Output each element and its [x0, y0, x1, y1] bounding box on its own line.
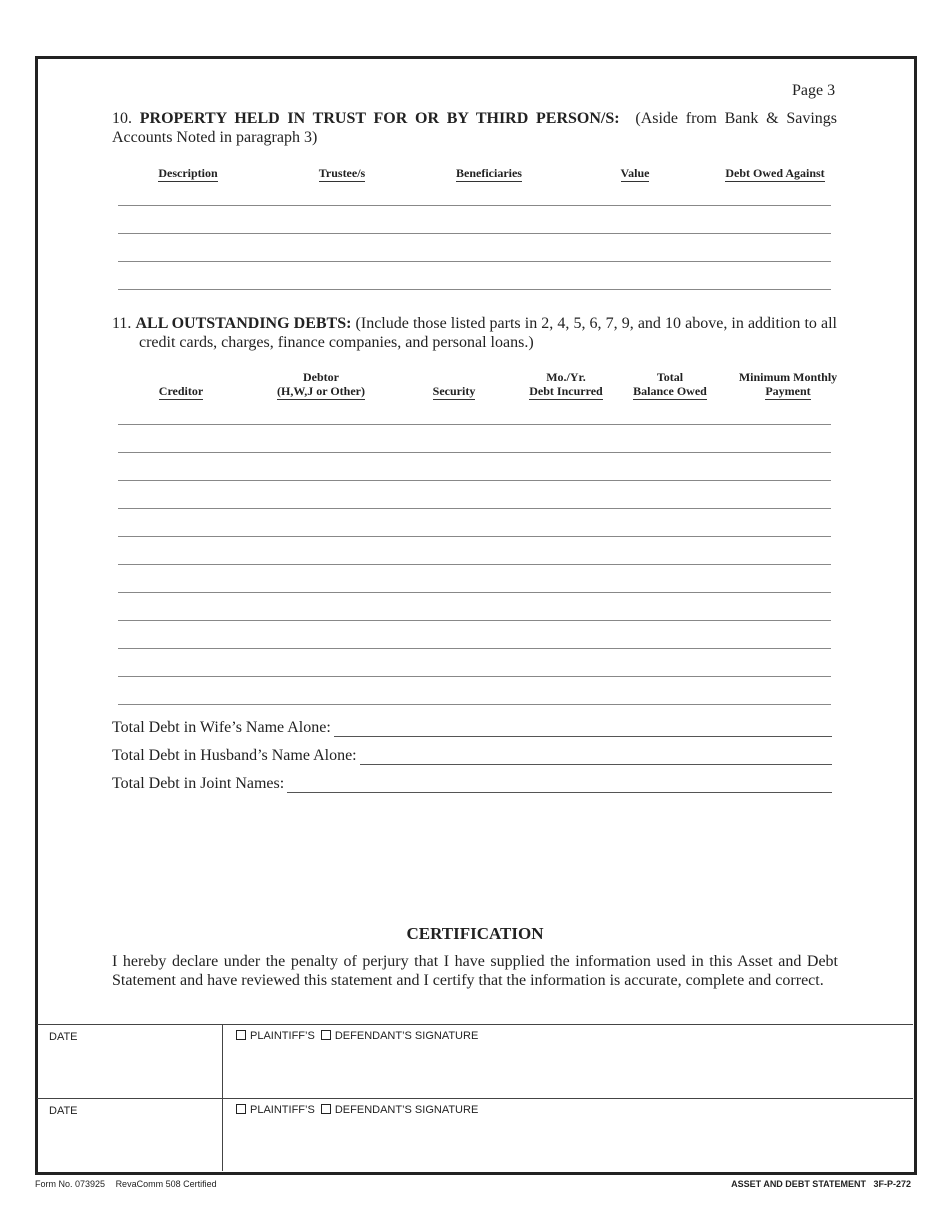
signature-field[interactable] — [223, 1099, 913, 1171]
section10-number: 10. — [112, 110, 132, 127]
defendant-checkbox[interactable] — [321, 1104, 331, 1114]
entry-line[interactable] — [118, 233, 831, 234]
entry-line[interactable] — [118, 261, 831, 262]
date-label: DATE — [49, 1031, 78, 1043]
entry-line[interactable] — [118, 620, 831, 621]
col-beneficiaries: Beneficiaries — [456, 166, 522, 180]
signature-row — [37, 1025, 913, 1099]
certification-text: I hereby declare under the penalty of perjury that I have supplied the information used in this Asset and Debt Statement and have reviewed this statement and I certify that the information is accurate, complete and correct. — [112, 953, 838, 989]
entry-line[interactable] — [118, 480, 831, 481]
entry-line[interactable] — [118, 676, 831, 677]
total-wife-field[interactable] — [334, 722, 832, 737]
section11-title: ALL OUTSTANDING DEBTS: — [135, 315, 352, 332]
page-number: Page 3 — [792, 82, 836, 99]
entry-line[interactable] — [118, 424, 831, 425]
footer-form-title: ASSET AND DEBT STATEMENT 3F-P-272 — [731, 1179, 911, 1189]
total-wife-row — [112, 719, 832, 737]
certified-label: RevaComm 508 Certified — [115, 1179, 217, 1189]
col-debt-owed-against: Debt Owed Against — [725, 166, 825, 180]
signature-field[interactable] — [223, 1025, 913, 1098]
signature-table — [37, 1024, 913, 1171]
total-joint-label: Total Debt in Joint Names: — [112, 775, 285, 792]
section10-title: PROPERTY HELD IN TRUST FOR OR BY THIRD PERSON/S: — [139, 110, 620, 127]
entry-line[interactable] — [118, 289, 831, 290]
date-field[interactable] — [37, 1025, 223, 1098]
total-joint-row — [112, 775, 832, 793]
entry-line[interactable] — [118, 452, 831, 453]
certification-title: CERTIFICATION — [406, 924, 544, 943]
entry-line[interactable] — [118, 564, 831, 565]
plaintiff-label: PLAINTIFF’S — [250, 1104, 315, 1116]
section11-number: 11. — [112, 315, 132, 332]
col-security: Security — [432, 384, 476, 398]
footer-form-number — [35, 1179, 217, 1189]
section10-heading — [112, 109, 837, 147]
total-wife-label: Total Debt in Wife’s Name Alone: — [112, 719, 331, 736]
col-mo-yr-debt-incurred: Mo./Yr. Debt Incurred — [529, 370, 603, 398]
entry-line[interactable] — [118, 704, 831, 705]
entry-line[interactable] — [118, 648, 831, 649]
total-joint-field[interactable] — [287, 778, 832, 793]
defendant-checkbox[interactable] — [321, 1030, 331, 1040]
col-trustees: Trustee/s — [318, 166, 366, 180]
total-husband-label: Total Debt in Husband’s Name Alone: — [112, 747, 357, 764]
col-minimum-monthly-payment: Minimum Monthly Payment — [738, 370, 838, 398]
signature-row — [37, 1099, 913, 1171]
section11-heading — [112, 314, 837, 352]
date-label: DATE — [49, 1105, 78, 1117]
col-debtor: Debtor (H,W,J or Other) — [277, 370, 365, 398]
entry-line[interactable] — [118, 536, 831, 537]
total-husband-row — [112, 747, 832, 765]
col-description: Description — [158, 166, 218, 180]
entry-line[interactable] — [118, 205, 831, 206]
col-total-balance-owed: Total Balance Owed — [633, 370, 707, 398]
plaintiff-label: PLAINTIFF’S — [250, 1030, 315, 1042]
total-husband-field[interactable] — [360, 750, 832, 765]
defendant-signature-label: DEFENDANT’S SIGNATURE — [334, 1030, 479, 1042]
plaintiff-checkbox[interactable] — [236, 1030, 246, 1040]
section10-note: (Aside from Bank & Savings Accounts Noted in paragraph 3) — [112, 110, 837, 146]
col-creditor: Creditor — [158, 384, 204, 398]
section11-note: (Include those listed parts in 2, 4, 5, 6, 7, 9, and 10 above, in addition to all credit cards, charges, finance companies, and personal loans.) — [139, 315, 838, 351]
date-field[interactable] — [37, 1099, 223, 1171]
defendant-signature-label: DEFENDANT’S SIGNATURE — [334, 1104, 479, 1116]
entry-line[interactable] — [118, 508, 831, 509]
col-value: Value — [620, 166, 650, 180]
form-number: Form No. 073925 — [35, 1179, 106, 1189]
entry-line[interactable] — [118, 592, 831, 593]
page-border — [35, 56, 917, 1175]
plaintiff-checkbox[interactable] — [236, 1104, 246, 1114]
